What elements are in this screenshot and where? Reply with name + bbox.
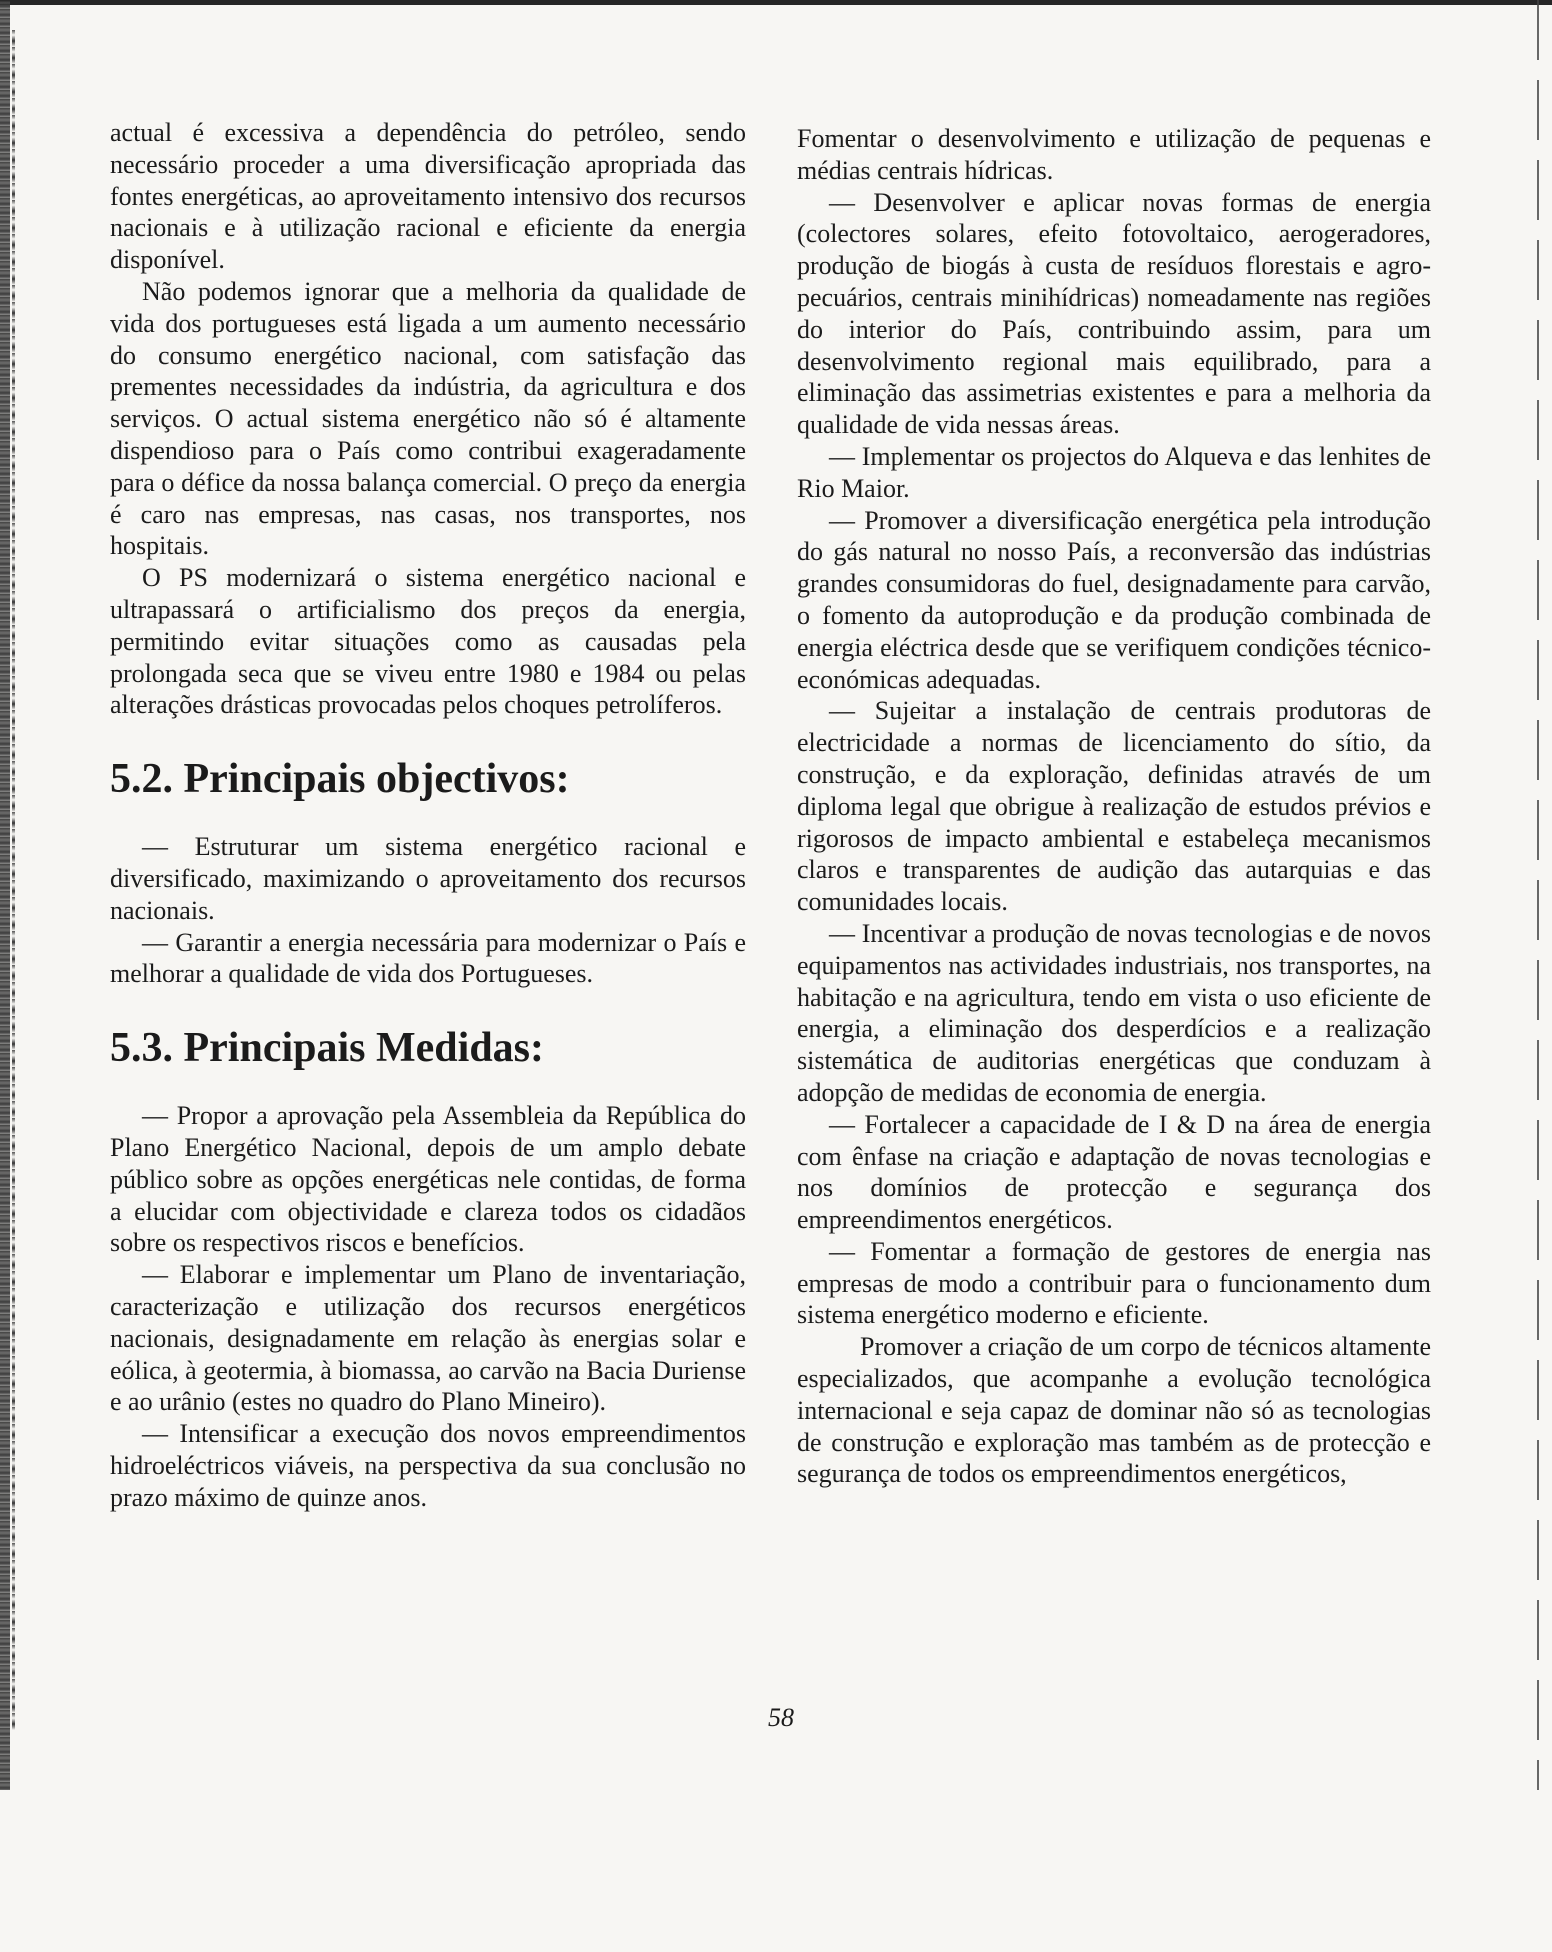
objectivo-item: — Estruturar um sistema energético racional e diversificado, maximizando o aproveitamento dos recursos nacionais.	[110, 832, 746, 925]
medida-item: — Implementar os projectos do Alqueva e das lenhites de Rio Maior.	[797, 441, 1431, 503]
medida-item: — Fortalecer a capacidade de I & D na área de energia com ênfase na criação e adaptação de novas tecnologias e nos domínios de protecção e segurança dos empreendimentos energéticos.	[797, 1109, 1431, 1235]
paragraph-dependencia-petroleo: actual é excessiva a dependência do petróleo, sendo necessário proceder a uma diversificação apropriada das fontes energéticas, ao aproveitamento intensivo dos recursos nacionais e à utilização racional e eficiente da energia disponível.	[110, 118, 746, 275]
medida-item: — Incentivar a produção de novas tecnologias e de novos equipamentos nas actividades industriais, nos transportes, na habitação e na agricultura, tendo em vista o uso eficiente de energia, a eliminação dos desperdícios e a realização sistemática de auditorias energéticas que conduzam à adopção de medidas de economia de energia.	[797, 918, 1431, 1107]
left-column	[110, 117, 746, 1513]
medida-item: — Intensificar a execução dos novos empreendimentos hidroeléctricos viáveis, na perspectiva da sua conclusão no prazo máximo de quinze anos.	[110, 1419, 746, 1512]
medida-item: — Fomentar a formação de gestores de energia nas empresas de modo a contribuir para o funcionamento dum sistema energético moderno e eficiente.	[797, 1236, 1431, 1330]
paragraph-continuation: Fomentar o desenvolvimento e utilização de pequenas e médias centrais hídricas.	[797, 124, 1431, 185]
scan-border-top	[0, 0, 1552, 5]
heading-principais-medidas: 5.3. Principais Medidas:	[110, 1025, 545, 1072]
scan-border-right	[1537, 0, 1539, 1790]
medida-item: — Sujeitar a instalação de centrais produtoras de electricidade a normas de licenciamento do sítio, da construção, e da exploração, definidas através de um diploma legal que obrigue à realização de estudos prévios e rigorosos de impacto ambiental e estabeleça mecanismos claros e transparentes de audição das autarquias e das comunidades locais.	[797, 696, 1431, 917]
paragraph-corpo-de-tecnicos: Promover a criação de um corpo de técnicos altamente especializados, que acompanhe a evolução tecnológica internacional e seja capaz de dominar não só as tecnologias de construção e exploração mas também as de protecção e segurança de todos os empreendimentos energéticos,	[797, 1332, 1431, 1489]
medida-item: — Desenvolver e aplicar novas formas de energia (colectores solares, efeito fotovoltaico, aerogeradores, produção de biogás à custa de resíduos florestais e agro-pecuários, centrais minihídricas) nomeadamente nas regiões do interior do País, contribuindo assim, para um desenvolvimento regional mais equilibrado, para a eliminação das assimetrias existentes e para a melhoria da qualidade de vida nessas áreas.	[797, 187, 1431, 440]
medida-item: — Propor a aprovação pela Assembleia da República do Plano Energético Nacional, depois de um amplo debate público sobre as opções energéticas nele contidas, de forma a elucidar com objectividade e clareza todos os cidadãos sobre os respectivos riscos e benefícios.	[110, 1101, 746, 1258]
scan-border-left	[0, 0, 10, 1790]
heading-principais-objectivos: 5.2. Principais objectivos:	[110, 756, 570, 803]
page-number: 58	[768, 1703, 794, 1732]
paragraph-qualidade-de-vida: Não podemos ignorar que a melhoria da qualidade de vida dos portugueses está ligada a um aumento necessário do consumo energético nacional, com satisfação das prementes necessidades da indústria, da agricultura e dos serviços. O actual sistema energético não só é altamente dispendioso para o País como contribui exageradamente para o défice da nossa balança comercial. O preço da energia é caro nas empresas, nas casas, nos transportes, nos hospitais.	[110, 276, 746, 561]
right-column	[797, 123, 1431, 1490]
medida-item: — Elaborar e implementar um Plano de inventariação, caracterização e utilização dos recursos energéticos nacionais, designadamente em relação às energias solar e eólica, à geotermia, à biomassa, ao carvão na Bacia Duriense e ao urânio (estes no quadro do Plano Mineiro).	[110, 1260, 746, 1417]
medida-item: — Promover a diversificação energética pela introdução do gás natural no nosso País, a reconversão das indústrias grandes consumidoras do fuel, designadamente para carvão, o fomento da autoprodução e da produção combinada de energia eléctrica desde que se verifiquem condições técnico-económicas adequadas.	[797, 505, 1431, 694]
paragraph-ps-modernizara: O PS modernizará o sistema energético nacional e ultrapassará o artificialismo dos preços da energia, permitindo evitar situações como as causadas pela prolongada seca que se viveu entre 1980 e 1984 ou pelas alterações drásticas provocadas pelos choques petrolíferos.	[110, 563, 746, 720]
objectivo-item: — Garantir a energia necessária para modernizar o País e melhorar a qualidade de vida dos Portugueses.	[110, 927, 746, 989]
scan-border-left-inner	[12, 30, 15, 1730]
